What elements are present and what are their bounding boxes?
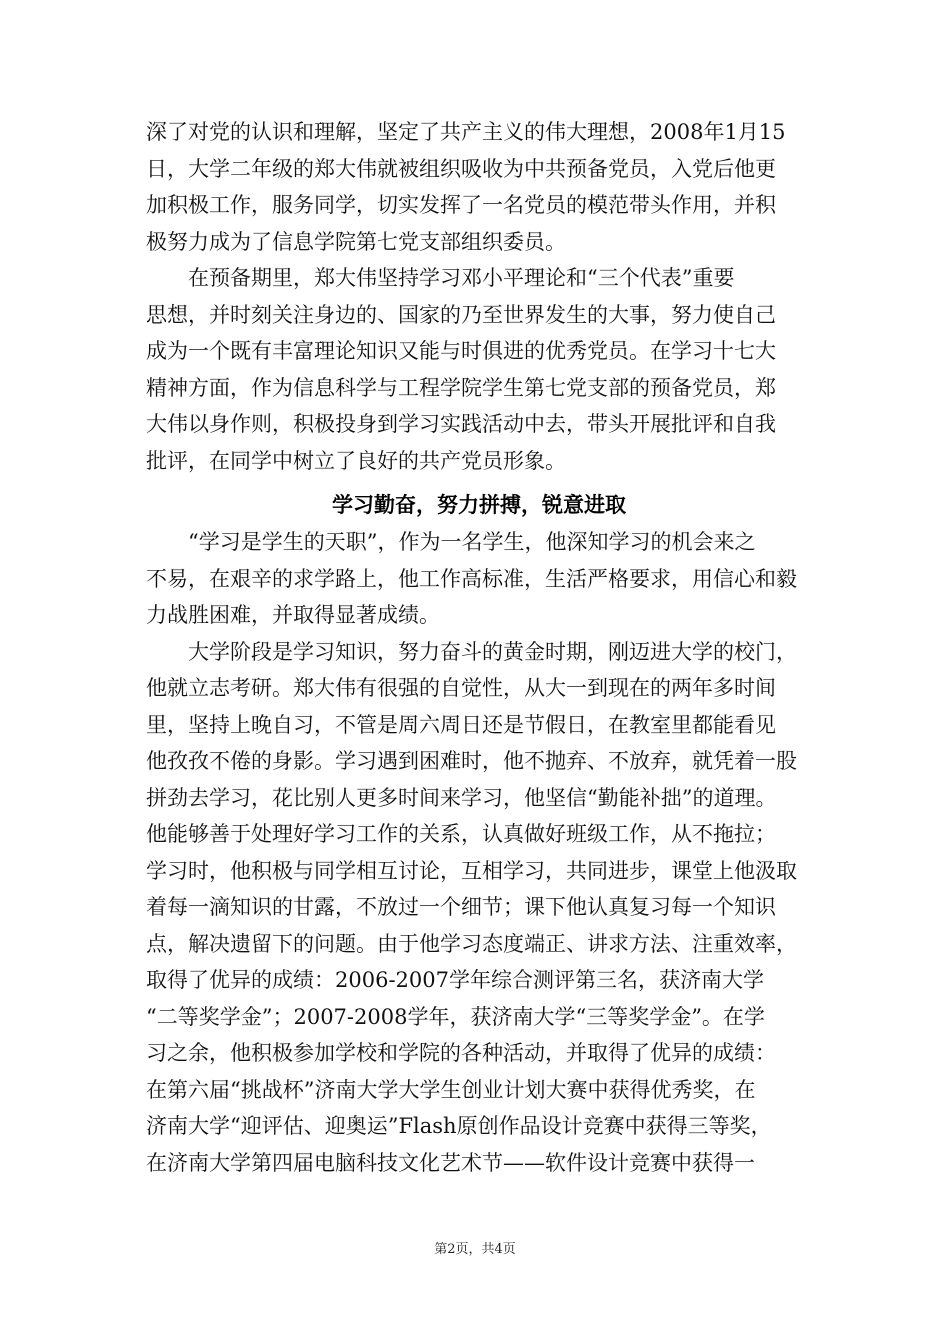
body-text-top bbox=[146, 114, 812, 479]
text-line: 拼劲去学习，花比别人更多时间来学习，他坚信“勤能补拙”的道理。 bbox=[146, 785, 777, 810]
text-line: 大伟以身作则，积极投身到学习实践活动中去，带头开展批评和自我 bbox=[146, 412, 776, 436]
text-line: 大学阶段是学习知识，努力奋斗的黄金时期，刚迈进大学的校门， bbox=[188, 639, 797, 664]
text-line: 学习时，他积极与同学相互讨论，互相学习，共同进步，课堂上他汲取 bbox=[146, 858, 797, 883]
text-line: 深了对党的认识和理解，坚定了共产主义的伟大理想，2008年1月15 bbox=[146, 120, 786, 144]
text-line: 力战胜困难，并取得显著成绩。 bbox=[146, 603, 440, 627]
text-line: 加积极工作，服务同学，切实发挥了一名党员的模范带头作用，并积 bbox=[146, 193, 776, 217]
text-line: 习之余，他积极参加学校和学院的各种活动，并取得了优异的成绩： bbox=[146, 1041, 776, 1065]
paragraph bbox=[146, 114, 812, 260]
text-line: 精神方面，作为信息科学与工程学院学生第七党支部的预备党员，郑 bbox=[146, 375, 776, 400]
text-line: 济南大学“迎评估、迎奥运”Flash原创作品设计竞赛中获得三等奖， bbox=[146, 1114, 772, 1138]
text-line: 批评，在同学中树立了良好的共产党员形象。 bbox=[146, 448, 566, 473]
text-line: 里，坚持上晚自习，不管是周六周日还是节假日，在教室里都能看见 bbox=[146, 712, 776, 737]
text-line: 在济南大学第四届电脑科技文化艺术节——软件设计竞赛中获得一 bbox=[146, 1150, 755, 1175]
text-line: 成为一个既有丰富理论知识又能与时俱进的优秀党员。在学习十七大 bbox=[146, 339, 776, 363]
paragraph bbox=[146, 260, 812, 479]
text-line: 他能够善于处理好学习工作的关系，认真做好班级工作，从不拖拉； bbox=[146, 822, 776, 846]
body-text-bottom bbox=[146, 524, 812, 1181]
section-heading: 学习勤奋，努力拼搏，锐意进取 bbox=[332, 493, 626, 517]
text-line: 点，解决遗留下的问题。由于他学习态度端正、讲求方法、注重效率， bbox=[146, 931, 797, 956]
text-line: 在预备期里，郑大伟坚持学习邓小平理论和“三个代表”重要 bbox=[188, 266, 735, 290]
text-line: 不易，在艰辛的求学路上，他工作高标准，生活严格要求，用信心和毅 bbox=[146, 566, 797, 591]
text-line: 取得了优异的成绩：2006-2007学年综合测评第三名，获济南大学 bbox=[146, 968, 764, 992]
text-line: 他孜孜不倦的身影。学习遇到困难时，他不抛弃、不放弃，就凭着一股 bbox=[146, 749, 797, 773]
text-line: 在第六届“挑战杯”济南大学大学生创业计划大赛中获得优秀奖，在 bbox=[146, 1077, 756, 1102]
text-line: 着每一滴知识的甘露，不放过一个细节；课下他认真复习每一个知识 bbox=[146, 895, 776, 919]
paragraph bbox=[146, 634, 812, 1182]
paragraph bbox=[146, 524, 812, 634]
text-line: “二等奖学金”；2007-2008学年，获济南大学“三等奖学金”。在学 bbox=[146, 1004, 765, 1029]
page-footer: 第2页，共4页 bbox=[434, 1242, 516, 1257]
text-line: 日，大学二年级的郑大伟就被组织吸收为中共预备党员，入党后他更 bbox=[146, 156, 776, 181]
text-line: 他就立志考研。郑大伟有很强的自觉性，从大一到现在的两年多时间 bbox=[146, 676, 776, 700]
text-line: “学习是学生的天职”，作为一名学生，他深知学习的机会来之 bbox=[188, 530, 756, 554]
text-line: 思想，并时刻关注身边的、国家的乃至世界发生的大事，努力使自己 bbox=[146, 302, 776, 327]
text-line: 极努力成为了信息学院第七党支部组织委员。 bbox=[146, 229, 566, 254]
